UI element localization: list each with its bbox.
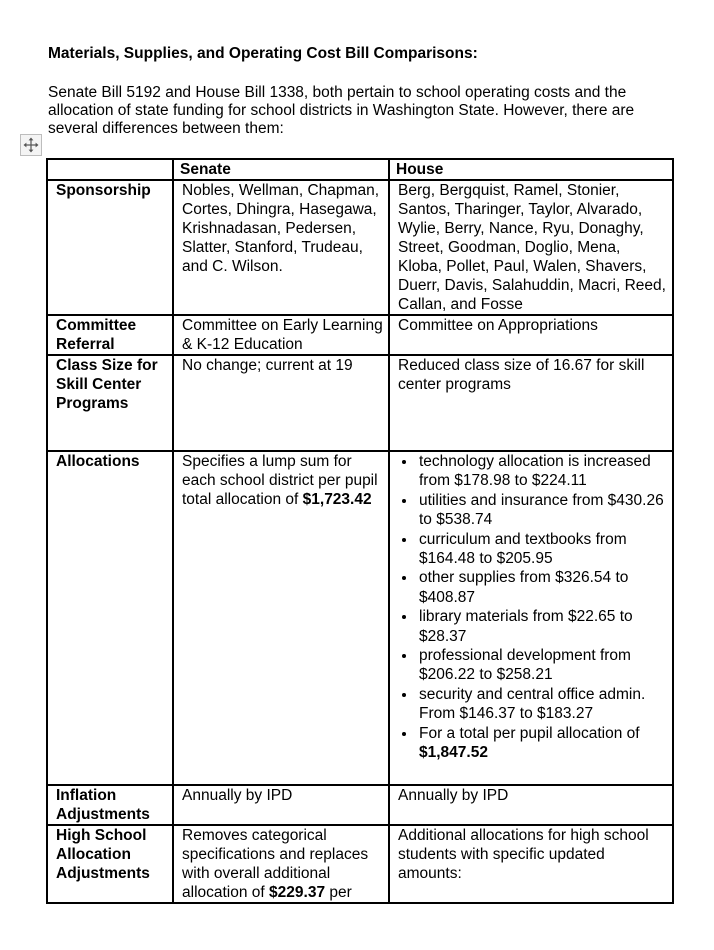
row-high-school (47, 825, 673, 903)
list-item: • library materials from $22.65 to $28.37 (417, 607, 668, 646)
intro-paragraph: Senate Bill 5192 and House Bill 1338, both pertain to school operating costs and the allocation of state funding for school districts in Washington State. However, there are several differences between them: (48, 84, 635, 137)
row-inflation (47, 785, 673, 825)
label-committee-referral: Committee Referral (47, 315, 173, 355)
house-total-text: For a total per pupil allocation of (419, 724, 640, 742)
list-item: • security and central office admin. From $146.37 to $183.27 (417, 685, 668, 724)
house-allocations-list (394, 452, 668, 763)
senate-allocations (173, 451, 389, 785)
senate-high-school-text: Removes categorical specifications and replaces with overall additional allocation of (182, 827, 369, 901)
house-allocations (389, 451, 673, 785)
house-inflation: Annually by IPD (389, 785, 673, 825)
senate-allocations-text: Specifies a lump sum for each school district per pupil total allocation of (182, 453, 378, 508)
house-high-school: Additional allocations for high school students with specific updated amounts: (389, 825, 673, 903)
header-blank-cell (47, 159, 173, 180)
list-item-total (417, 724, 668, 763)
house-total-amount: $1,847.52 (419, 744, 488, 762)
house-committee-referral: Committee on Appropriations (389, 315, 673, 355)
list-item: • utilities and insurance from $430.26 to $538.74 (417, 491, 668, 530)
senate-class-size: No change; current at 19 (173, 355, 389, 451)
senate-high-school (173, 825, 389, 903)
table-move-handle[interactable] (20, 134, 42, 156)
list-item: • professional development from $206.22 to $258.21 (417, 646, 668, 685)
row-allocations (47, 451, 673, 785)
header-house: House (389, 159, 673, 180)
label-inflation: Inflation Adjustments (47, 785, 173, 825)
row-sponsorship (47, 180, 673, 315)
table-header-row (47, 159, 673, 180)
comparison-table (46, 158, 674, 904)
senate-allocations-amount: $1,723.42 (302, 491, 372, 508)
label-high-school: High School Allocation Adjustments (47, 825, 173, 903)
label-class-size: Class Size for Skill Center Programs (47, 355, 173, 451)
list-item: • technology allocation is increased from $178.98 to $224.11 (417, 452, 668, 491)
list-item: • other supplies from $326.54 to $408.87 (417, 568, 668, 607)
senate-inflation: Annually by IPD (173, 785, 389, 825)
senate-sponsorship: Nobles, Wellman, Chapman, Cortes, Dhingra, Hasegawa, Krishnadasan, Pedersen, Slatter, Stanford, Trudeau, and C. Wilson. (173, 180, 389, 315)
move-arrows-icon (23, 137, 39, 153)
senate-committee-referral: Committee on Early Learning & K-12 Education (173, 315, 389, 355)
row-class-size (47, 355, 673, 451)
house-sponsorship: Berg, Bergquist, Ramel, Stonier, Santos, Tharinger, Taylor, Alvarado, Wylie, Berry, Nance, Ryu, Donaghy, Street, Goodman, Doglio, Mena, Kloba, Pollet, Paul, Walen, Shavers, Duerr, Davis, Salahuddin, Macri, Reed, Callan, and Fosse (389, 180, 673, 315)
row-committee-referral (47, 315, 673, 355)
document-heading: Materials, Supplies, and Operating Cost Bill Comparisons: (48, 45, 478, 62)
label-sponsorship: Sponsorship (47, 180, 173, 315)
label-allocations: Allocations (47, 451, 173, 785)
senate-high-school-amount: $229.37 (269, 884, 326, 901)
senate-high-school-suffix: per (329, 884, 352, 901)
header-senate: Senate (173, 159, 389, 180)
list-item: • curriculum and textbooks from $164.48 to $205.95 (417, 530, 668, 569)
house-class-size: Reduced class size of 16.67 for skill center programs (389, 355, 673, 451)
